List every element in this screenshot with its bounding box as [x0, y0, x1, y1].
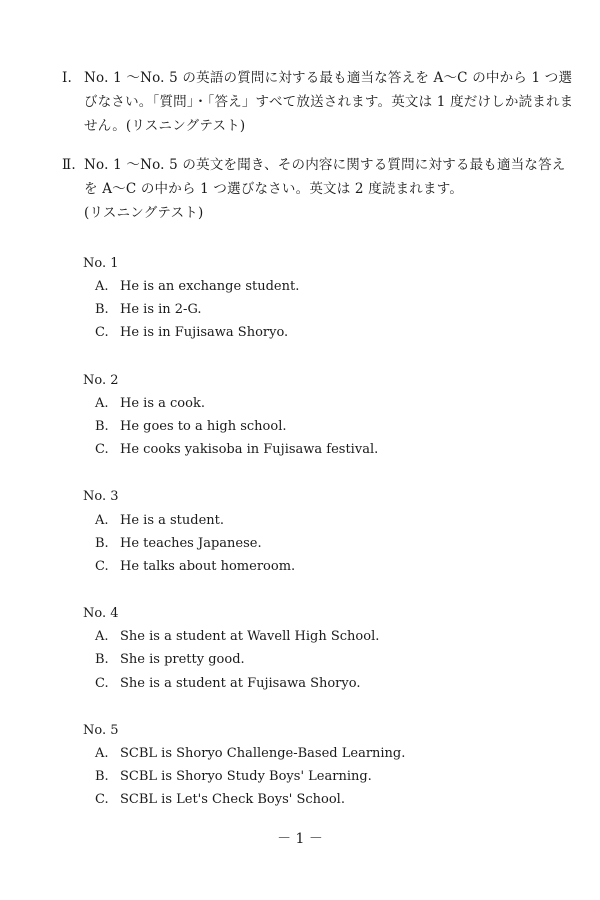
choice-letter: A.	[95, 396, 109, 411]
instruction-line: No. 1 ～No. 5 の英文を聞き、その内容に関する質問に対する最も適当な答え	[84, 157, 566, 173]
choice-letter: A.	[95, 629, 109, 644]
choice-text: He goes to a high school.	[120, 419, 287, 434]
choice-text: He is a student.	[120, 513, 225, 528]
choice-letter: A.	[95, 746, 109, 761]
choice-letter: B.	[95, 302, 109, 317]
question-label: No. 2	[83, 373, 119, 388]
choice-text: SCBL is Shoryo Challenge-Based Learning.	[120, 746, 406, 761]
instruction-line: せん。(リスニングテスト)	[84, 118, 246, 134]
instruction-line: を A～C の中から 1 つ選びなさい。英文は 2 度読まれます。	[84, 181, 464, 197]
choice-item	[95, 557, 295, 577]
instruction-line: (リスニングテスト)	[84, 205, 204, 221]
choice-letter: C.	[95, 325, 109, 340]
choice-item	[95, 277, 299, 297]
instruction-1	[62, 66, 574, 138]
choice-letter: A.	[95, 513, 109, 528]
choice-item	[95, 300, 202, 320]
choice-text: He talks about homeroom.	[120, 559, 296, 574]
instruction-line: No. 1 ～No. 5 の英語の質問に対する最も適当な答えを A～C の中から 1 つ選	[84, 70, 573, 86]
instruction-2	[62, 153, 566, 225]
instruction-number: Ⅰ.	[62, 70, 73, 86]
choice-text: She is pretty good.	[120, 652, 245, 667]
choice-text: SCBL is Shoryo Study Boys' Learning.	[120, 769, 372, 784]
choice-item	[95, 440, 378, 460]
choice-item	[95, 790, 345, 810]
question-label: No. 1	[83, 256, 119, 271]
choice-letter: C.	[95, 442, 109, 457]
choice-item	[95, 674, 360, 694]
choice-item	[95, 394, 205, 414]
choice-text: He is an exchange student.	[120, 279, 300, 294]
instruction-line: びなさい。「質問」・「答え」すべて放送されます。英文は 1 度だけしか読まれま	[84, 94, 574, 110]
choice-text: He cooks yakisoba in Fujisawa festival.	[120, 442, 379, 457]
choice-item	[95, 627, 379, 647]
instruction-number: Ⅱ.	[62, 157, 76, 173]
choice-item	[95, 511, 224, 531]
choice-text: He is in Fujisawa Shoryo.	[120, 325, 289, 340]
choice-letter: C.	[95, 676, 109, 691]
choice-letter: C.	[95, 559, 109, 574]
choice-text: He is in 2-G.	[120, 302, 202, 317]
question-label: No. 5	[83, 723, 119, 738]
choice-item	[95, 417, 287, 437]
choice-item	[95, 650, 245, 670]
choice-item	[95, 767, 372, 787]
choice-letter: B.	[95, 652, 109, 667]
question-label: No. 4	[83, 606, 119, 621]
choice-letter: B.	[95, 769, 109, 784]
choice-item	[95, 744, 405, 764]
choice-letter: A.	[95, 279, 109, 294]
choice-item	[95, 323, 288, 343]
choice-letter: B.	[95, 419, 109, 434]
choice-letter: C.	[95, 792, 109, 807]
page-number: － 1 －	[277, 831, 323, 847]
choice-text: He is a cook.	[120, 396, 205, 411]
question-label: No. 3	[83, 489, 119, 504]
choice-text: She is a student at Wavell High School.	[120, 629, 380, 644]
choice-letter: B.	[95, 536, 109, 551]
choice-text: He teaches Japanese.	[120, 536, 262, 551]
choice-text: SCBL is Let's Check Boys' School.	[120, 792, 345, 807]
choice-text: She is a student at Fujisawa Shoryo.	[120, 676, 361, 691]
choice-item	[95, 534, 262, 554]
